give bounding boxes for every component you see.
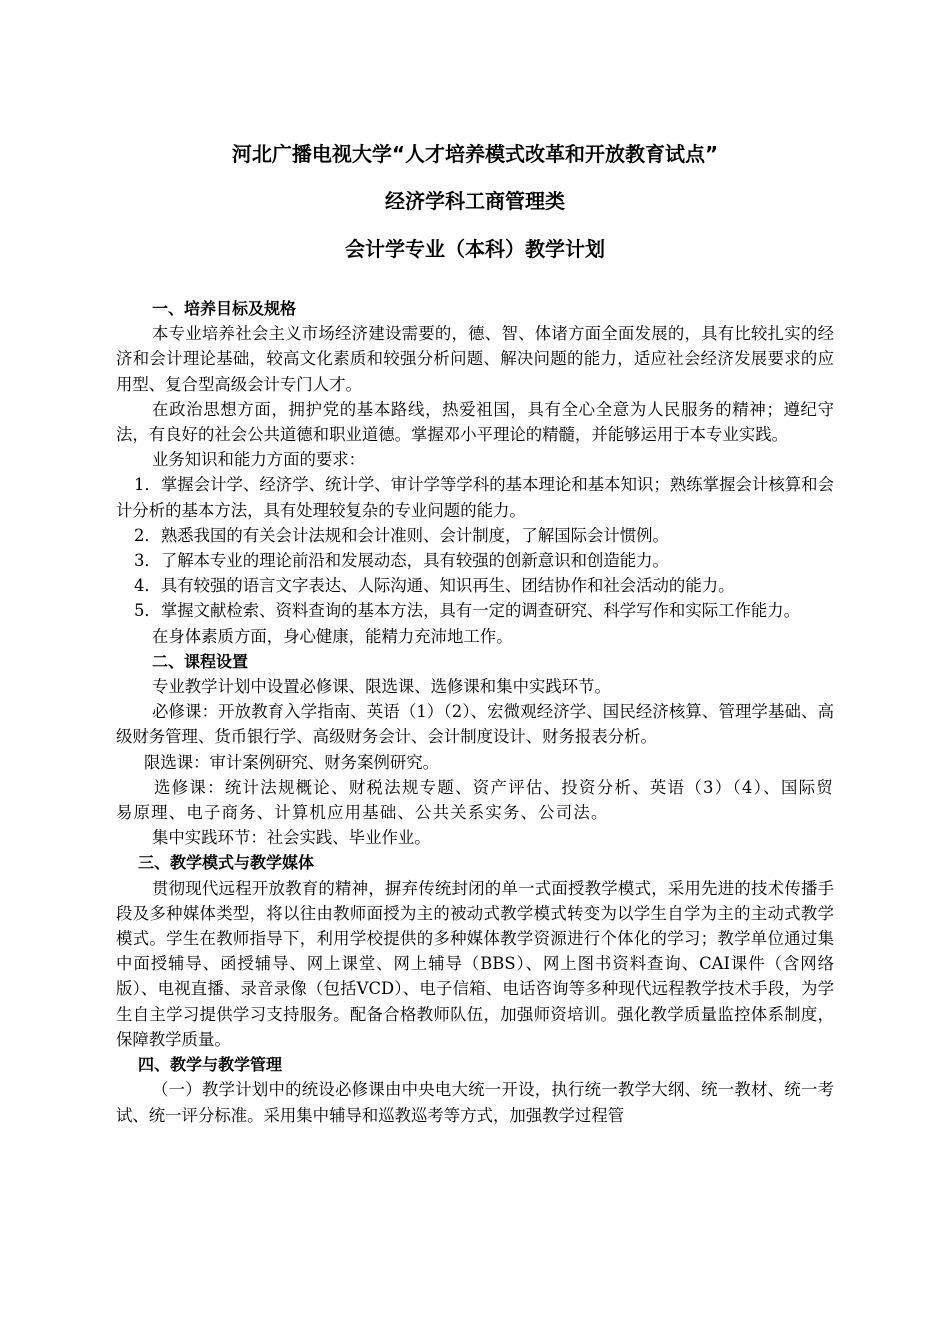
paragraph: 业务知识和能力方面的要求： [152, 450, 366, 470]
list-item: 4．具有较强的语言文字表达、人际沟通、知识再生、团结协作和社会活动的能力。 [134, 576, 735, 596]
paragraph: （一）教学计划中的统设必修课由中央电大统一开设，执行统一教学大纲、统一教材、统一考试、统一评分标准。采用集中辅导和巡教巡考等方式，加强教学过程管 [116, 1080, 834, 1125]
paragraph: 选修课：统计法规概论、财税法规专题、资产评估、投资分析、英语（3）（4）、国际贸易原理、电子商务、计算机应用基础、公共关系实务、公司法。 [116, 777, 834, 823]
list-item: 5．掌握文献检索、资料查询的基本方法，具有一定的调查研究、科学写作和实际工作能力。 [134, 601, 801, 621]
section-heading: 二、课程设置 [152, 651, 249, 671]
document-body [116, 296, 834, 1128]
paragraph: 在政治思想方面，拥护党的基本路线，热爱祖国，具有全心全意为人民服务的精神；遵纪守法，有良好的社会公共道德和职业道德。掌握邓小平理论的精髓，并能够运用于本专业实践。 [116, 399, 834, 445]
paragraph: 本专业培养社会主义市场经济建设需要的，德、智、体诸方面全面发展的，具有比较扎实的经济和会计理论基础，较高文化素质和较强分析问题、解决问题的能力，适应社会经济发展要求的应用型、复合型高级会计专门人才。 [116, 324, 834, 394]
document-title-line-2: 经济学科工商管理类 [385, 189, 565, 213]
paragraph: 在身体素质方面，身心健康，能精力充沛地工作。 [152, 626, 513, 646]
paragraph: 贯彻现代远程开放教育的精神，摒弃传统封闭的单一式面授教学模式，采用先进的技术传播手段及多种媒体类型，将以往由教师面授为主的被动式教学模式转变为以学生自学为主的主动式教学模式。学生在教师指导下，利用学校提供的多种媒体教学资源进行个体化的学习；教学单位通过集中面授辅导、函授辅导、网上课堂、网上辅导（BBS）、网上图书资料查询、CAI课件（含网络版）、电视直播、录音录像（包括VCD）、电子信箱、电话咨询等多种现代远程教学技术手段，为学生自主学习提供学习支持服务。配备合格教师队伍，加强师资培训。强化教学质量监控体系制度，保障教学质量。 [116, 878, 834, 1049]
section-heading: 一、培养目标及规格 [152, 299, 297, 318]
list-item: 3．了解本专业的理论前沿和发展动态，具有较强的创新意识和创造能力。 [134, 551, 669, 571]
section-heading: 三、教学模式与教学媒体 [138, 853, 315, 873]
section-heading: 四、教学与教学管理 [138, 1055, 283, 1075]
document-title-line-3: 会计学专业（本科）教学计划 [345, 237, 605, 261]
paragraph: 集中实践环节：社会实践、毕业作业。 [152, 828, 431, 848]
list-item: 2．熟悉我国的有关会计法规和会计准则、会计制度，了解国际会计惯例。 [134, 525, 669, 545]
paragraph: 限选课：审计案例研究、财务案例研究。 [144, 752, 440, 772]
document-title-line-1: 河北广播电视大学“人才培养模式改革和开放教育试点” [231, 142, 719, 166]
paragraph: 专业教学计划中设置必修课、限选课、选修课和集中实践环节。 [152, 677, 611, 697]
paragraph: 必修课：开放教育入学指南、英语（1）（2）、宏微观经济学、国民经济核算、管理学基础、高级财务管理、货币银行学、高级财务会计、会计制度设计、财务报表分析。 [116, 702, 834, 747]
list-item: 1．掌握会计学、经济学、统计学、审计学等学科的基本理论和基本知识；熟练掌握会计核算和会计分析的基本方法，具有处理较复杂的专业问题的能力。 [116, 475, 834, 520]
